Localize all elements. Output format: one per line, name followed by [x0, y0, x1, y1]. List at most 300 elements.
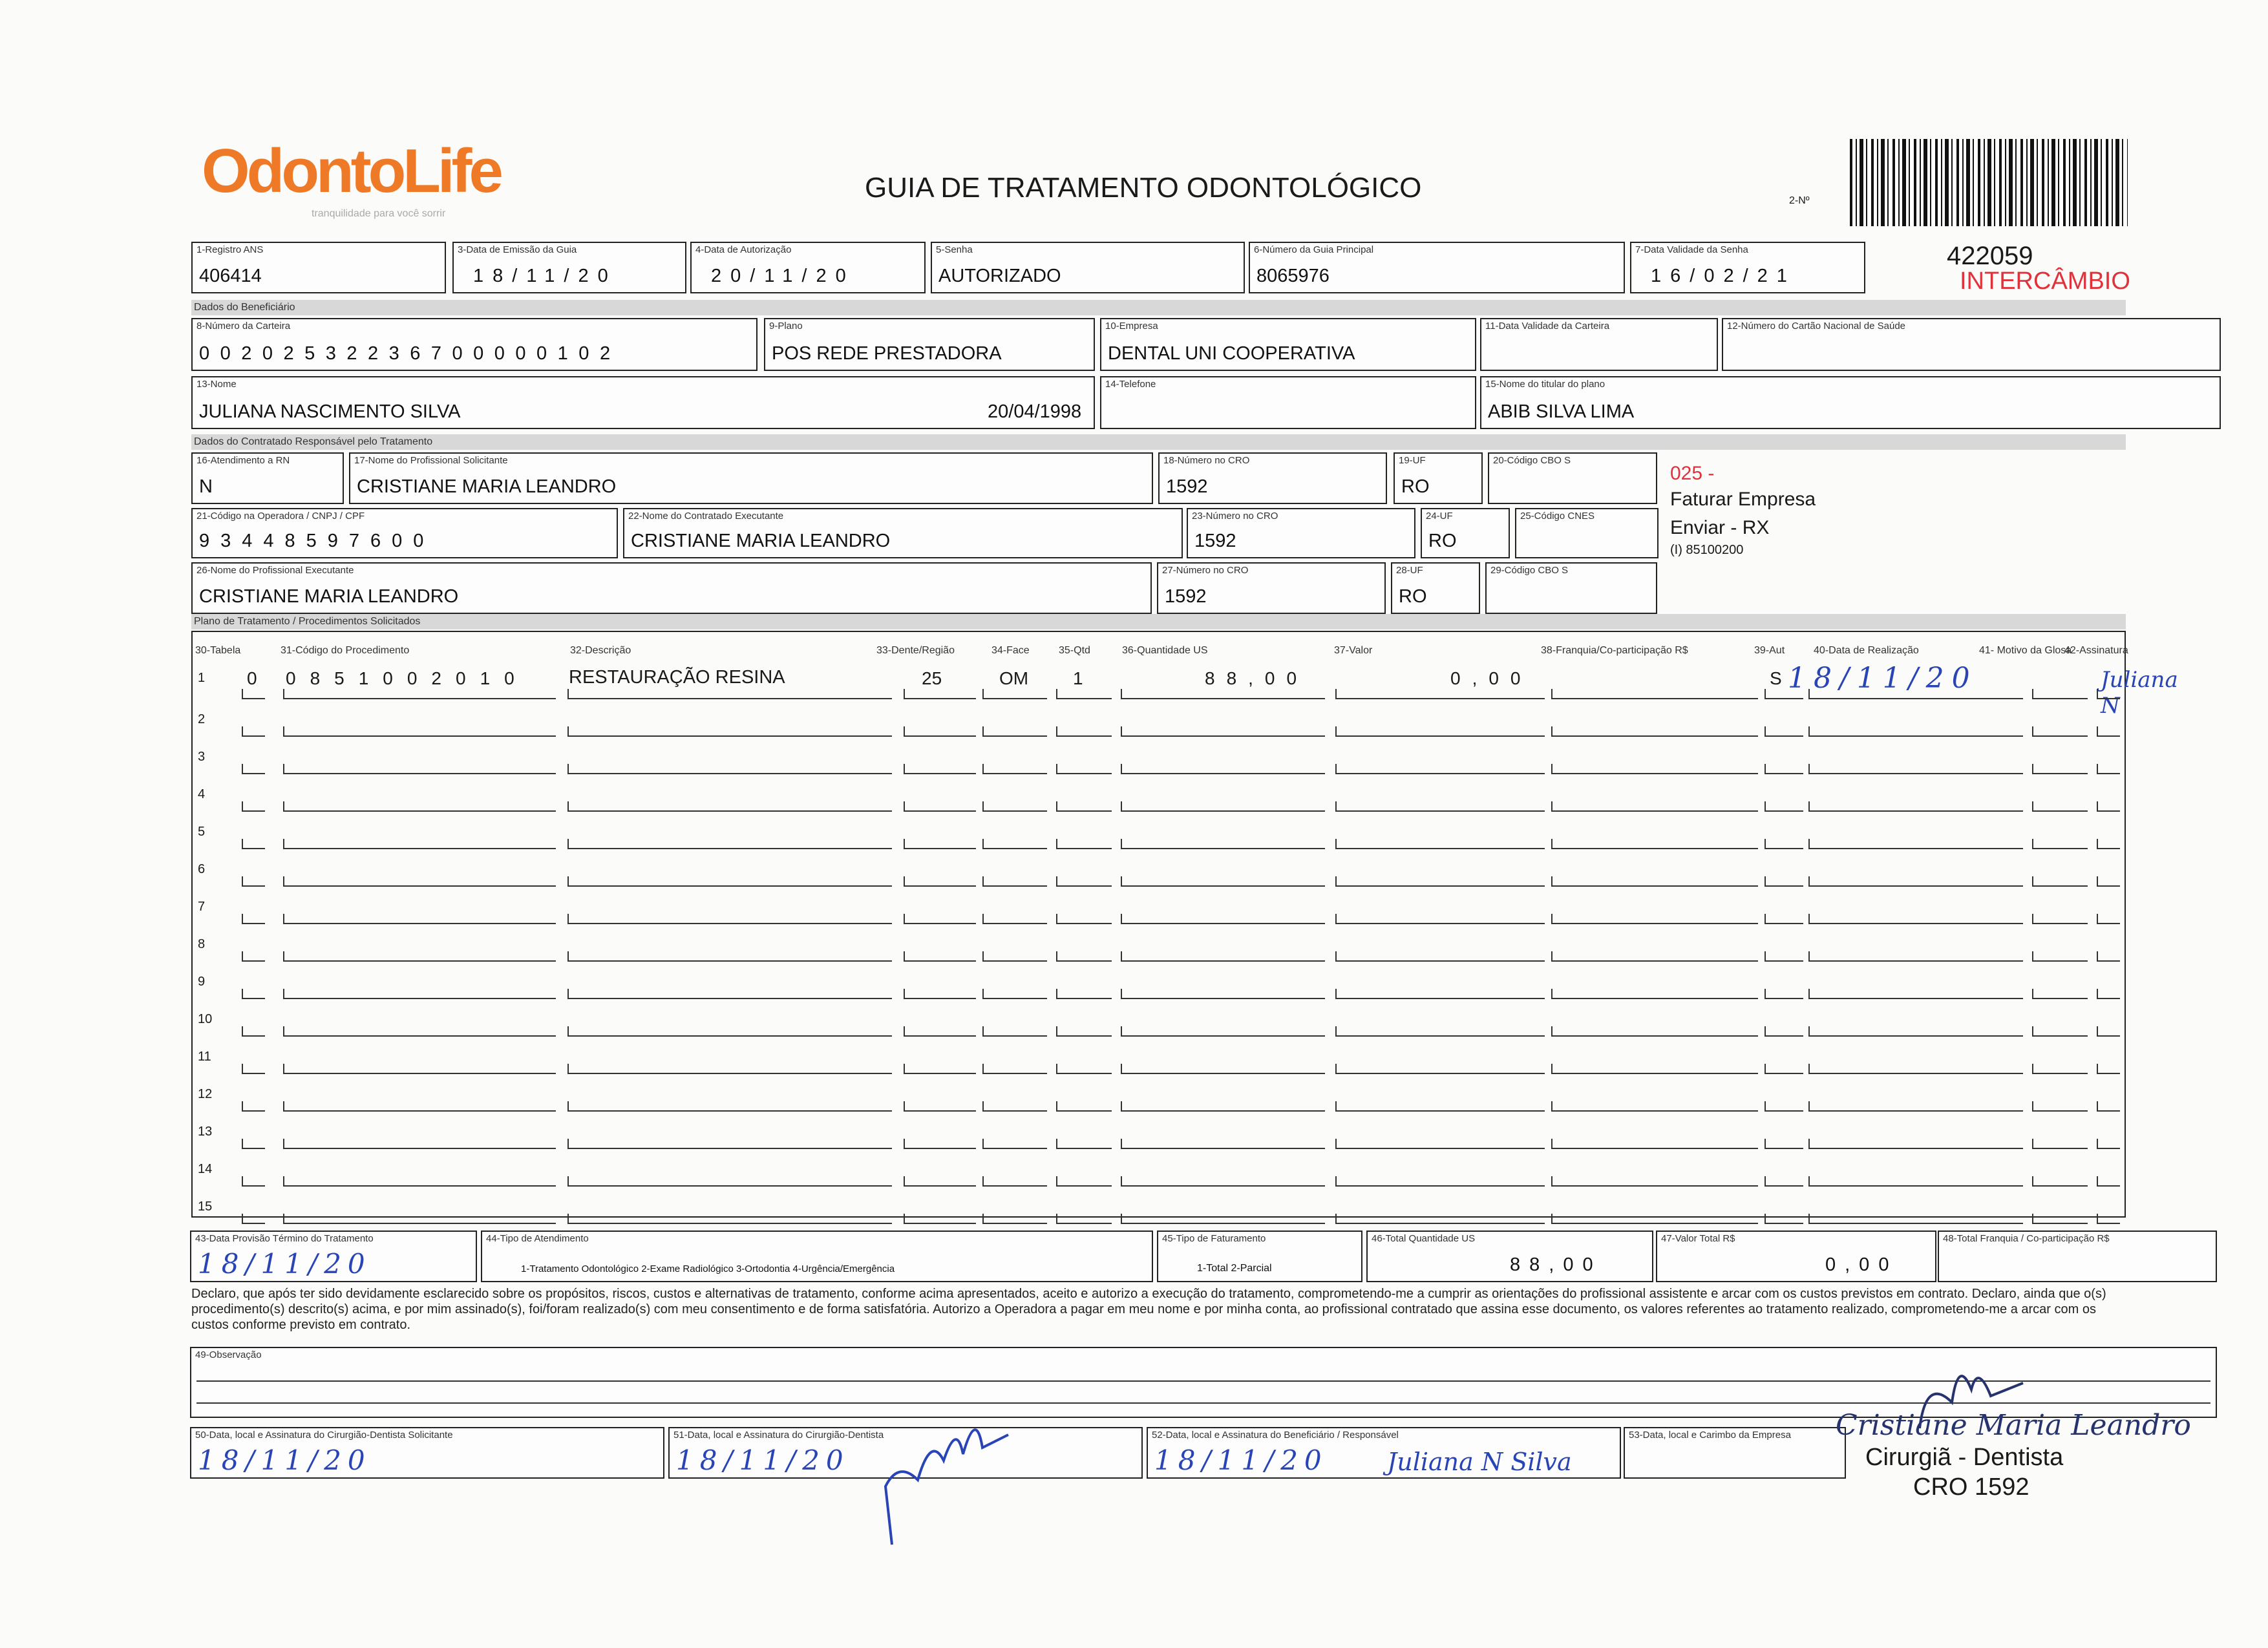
- field-carimbo-empresa[interactable]: [1624, 1427, 1846, 1479]
- cell-underline: [1551, 1139, 1758, 1149]
- cell-underline: [1551, 1176, 1758, 1187]
- col-franquia: 38-Franquia/Co-participação R$: [1541, 645, 1688, 656]
- cell-underline: [1121, 801, 1325, 812]
- row-number: 10: [198, 1012, 213, 1026]
- table-row[interactable]: [193, 1042, 2125, 1079]
- field-contratado-executante[interactable]: [623, 508, 1183, 558]
- field-numero-carteira[interactable]: [191, 318, 758, 371]
- field-tipo-faturamento[interactable]: [1157, 1231, 1362, 1282]
- cell-underline: [1335, 801, 1545, 812]
- cell-underline: [567, 726, 892, 737]
- table-row[interactable]: [193, 704, 2125, 742]
- field-assinatura-solicitante[interactable]: [190, 1427, 664, 1479]
- field-value: 18/11/20: [473, 266, 617, 286]
- side-note-code: (I) 85100200: [1670, 543, 1744, 557]
- col-qtd-us: 36-Quantidade US: [1122, 645, 1208, 656]
- cell-underline: [904, 951, 976, 962]
- cell-underline: [1808, 1101, 2023, 1112]
- field-label: 14-Telefone: [1105, 379, 1156, 390]
- field-data-previsao[interactable]: [190, 1231, 477, 1282]
- cell-underline: [1056, 801, 1112, 812]
- field-value: 18/11/20: [198, 1444, 372, 1476]
- cell-aut[interactable]: S: [1770, 668, 1782, 688]
- guia-number-label: 2-Nº: [1789, 195, 1810, 206]
- field-label: 51-Data, local e Assinatura do Cirurgião-Dentista: [673, 1430, 884, 1441]
- cell-underline: [1551, 989, 1758, 999]
- cell-underline: [2032, 876, 2088, 887]
- cell-underline: [283, 764, 556, 774]
- table-row[interactable]: [193, 1117, 2125, 1154]
- field-label: 25-Código CNES: [1520, 511, 1595, 522]
- cell-underline: [904, 914, 976, 924]
- odontolife-logo: [202, 136, 500, 219]
- cell-underline: [982, 914, 1047, 924]
- cell-underline: [1335, 951, 1545, 962]
- cell-underline: [1056, 1026, 1112, 1037]
- cell-underline: [1121, 726, 1325, 737]
- cell-underline: [242, 989, 265, 999]
- cell-underline: [1765, 839, 1803, 849]
- cell-underline: [982, 1139, 1047, 1149]
- cell-underline: [1765, 801, 1803, 812]
- field-value: CRISTIANE MARIA LEANDRO: [357, 476, 617, 497]
- field-plano[interactable]: [764, 318, 1095, 371]
- cell-underline: [982, 1176, 1047, 1187]
- cell-underline: [904, 726, 976, 737]
- cell-underline: [904, 689, 976, 699]
- side-code: 025 -: [1670, 463, 1715, 484]
- field-label: 3-Data de Emissão da Guia: [458, 244, 577, 255]
- field-label: 29-Código CBO S: [1490, 565, 1569, 576]
- guia-number: 422059: [1947, 242, 2033, 270]
- cell-underline: [1335, 839, 1545, 849]
- field-titular-plano[interactable]: [1480, 376, 2221, 429]
- field-options: 1-Total 2-Parcial: [1197, 1263, 1272, 1274]
- cell-underline: [1121, 989, 1325, 999]
- cell-descricao[interactable]: RESTAURAÇÃO RESINA: [569, 667, 785, 688]
- field-cbo-solicitante[interactable]: [1488, 452, 1657, 504]
- cell-underline: [1121, 1064, 1325, 1074]
- cell-underline: [1765, 1176, 1803, 1187]
- cell-underline: [242, 689, 265, 699]
- table-row[interactable]: [193, 779, 2125, 817]
- cell-underline: [1551, 839, 1758, 849]
- cell-underline: [1765, 689, 1803, 699]
- table-row[interactable]: [193, 929, 2125, 967]
- field-telefone[interactable]: [1100, 376, 1476, 429]
- table-row[interactable]: [193, 854, 2125, 892]
- cell-underline: [1056, 914, 1112, 924]
- field-label: 9-Plano: [769, 321, 803, 332]
- stamp-cro: CRO 1592: [1913, 1474, 2030, 1501]
- field-label: 23-Número no CRO: [1192, 511, 1278, 522]
- cell-underline: [283, 1214, 556, 1224]
- cell-underline: [1056, 726, 1112, 737]
- cell-underline: [2097, 951, 2120, 962]
- cell-underline: [1808, 689, 2023, 699]
- stamp-role: Cirurgiã - Dentista: [1865, 1444, 2064, 1471]
- cell-underline: [904, 876, 976, 887]
- field-value: 18/11/20: [1154, 1444, 1328, 1476]
- col-valor: 37-Valor: [1334, 645, 1373, 656]
- cell-underline: [1765, 1064, 1803, 1074]
- field-cnes[interactable]: [1515, 508, 1659, 558]
- cell-underline: [2097, 1214, 2120, 1224]
- field-value: N: [199, 476, 213, 497]
- field-label: 47-Valor Total R$: [1661, 1233, 1735, 1244]
- field-value: AUTORIZADO: [938, 266, 1061, 286]
- field-nome[interactable]: [191, 376, 1095, 429]
- field-validade-senha[interactable]: [1630, 242, 1865, 293]
- field-label: 24-UF: [1426, 511, 1453, 522]
- cell-underline: [904, 1026, 976, 1037]
- cell-qtd[interactable]: 1: [1073, 668, 1083, 688]
- field-cbo-executante[interactable]: [1485, 562, 1657, 614]
- cell-qtd-us[interactable]: 88,00: [1205, 668, 1309, 688]
- cell-underline: [567, 876, 892, 887]
- cell-underline: [1551, 876, 1758, 887]
- cell-underline: [242, 1064, 265, 1074]
- cell-underline: [1765, 1214, 1803, 1224]
- observacao-line: [196, 1402, 2210, 1404]
- cell-underline: [1335, 1176, 1545, 1187]
- cell-underline: [2097, 801, 2120, 812]
- field-value: 1592: [1165, 586, 1207, 607]
- cell-underline: [904, 801, 976, 812]
- cell-underline: [982, 839, 1047, 849]
- cell-underline: [2097, 1026, 2120, 1037]
- row-number: 11: [198, 1050, 211, 1064]
- row-number: 4: [198, 787, 206, 801]
- table-row[interactable]: [193, 667, 2125, 704]
- field-label: 22-Nome do Contratado Executante: [628, 511, 784, 522]
- section-beneficiario: Dados do Beneficiário: [191, 300, 2126, 315]
- field-label: 50-Data, local e Assinatura do Cirurgião-Dentista Solicitante: [195, 1430, 453, 1441]
- field-cro-solicitante[interactable]: [1158, 452, 1387, 504]
- cell-underline: [2097, 914, 2120, 924]
- cell-underline: [2032, 1176, 2088, 1187]
- field-value: ABIB SILVA LIMA: [1488, 401, 1635, 422]
- field-empresa[interactable]: [1100, 318, 1476, 371]
- cell-underline: [1335, 1214, 1545, 1224]
- cell-underline: [982, 951, 1047, 962]
- field-value: 16/02/21: [1651, 266, 1796, 286]
- field-tipo-atendimento[interactable]: [481, 1231, 1153, 1282]
- cell-underline: [242, 839, 265, 849]
- cell-data-realizacao[interactable]: 18/11/20: [1788, 662, 1978, 695]
- field-cartao-nacional-saude[interactable]: [1722, 318, 2221, 371]
- logo-tagline: tranquilidade para você sorrir: [312, 208, 446, 219]
- cell-underline: [904, 1214, 976, 1224]
- barcode: [1850, 139, 2128, 226]
- table-row[interactable]: [193, 1004, 2125, 1042]
- cell-underline: [283, 1026, 556, 1037]
- cell-underline: [567, 914, 892, 924]
- cell-face[interactable]: OM: [999, 668, 1029, 688]
- table-row[interactable]: [193, 967, 2125, 1004]
- row-number: 9: [198, 975, 206, 989]
- cell-underline: [1121, 839, 1325, 849]
- declaration-text: Declaro, que após ter sido devidamente esclarecido sobre os propósitos, riscos, custos e alternativas de tratamento, conforme acima apresentados, aceito e autorizo a execução do tratamento, comprometendo-me a cumprir as orientações do profissional assistente e arcar com os custos previstos em contrato. Declaro, ainda que o(s) procedimento(s) descrito(s) acima, e por mim assinado(s), foi/foram realizado(s) com meu consentimento e de forma satisfatória. Autorizo a Operadora a pagar em meu nome e por minha conta, ao profissional contratado que assina esse documento, os valores referentes ao tratamento realizado, comprometendo-me a arcar com os custos conforme previsto em contrato.: [191, 1287, 2106, 1332]
- cell-underline: [982, 1214, 1047, 1224]
- field-data-autorizacao[interactable]: [690, 242, 926, 293]
- cell-underline: [1808, 989, 2023, 999]
- cell-underline: [1121, 764, 1325, 774]
- cell-underline: [1121, 1139, 1325, 1149]
- cell-underline: [2032, 1064, 2088, 1074]
- field-value: 0,00: [1825, 1254, 1898, 1275]
- col-dente: 33-Dente/Região: [876, 645, 955, 656]
- col-face: 34-Face: [991, 645, 1030, 656]
- field-value: 1592: [1166, 476, 1208, 497]
- cell-underline: [904, 1139, 976, 1149]
- procedures-table: [191, 631, 2178, 1218]
- cell-underline: [567, 689, 892, 699]
- field-uf-contratado[interactable]: [1421, 508, 1510, 558]
- cell-underline: [1121, 951, 1325, 962]
- page-title: GUIA DE TRATAMENTO ODONTOLÓGICO: [865, 172, 1422, 204]
- field-value: RO: [1401, 476, 1430, 497]
- row-number: 7: [198, 900, 206, 914]
- cell-underline: [567, 1176, 892, 1187]
- table-row[interactable]: [193, 1192, 2125, 1229]
- cell-underline: [1551, 1064, 1758, 1074]
- cell-underline: [1056, 764, 1112, 774]
- field-registro-ans[interactable]: [191, 242, 446, 293]
- field-value: CRISTIANE MARIA LEANDRO: [631, 531, 891, 551]
- field-label: 16-Atendimento a RN: [196, 455, 290, 466]
- cell-underline: [242, 1026, 265, 1037]
- cell-underline: [2032, 1139, 2088, 1149]
- cell-underline: [1335, 1064, 1545, 1074]
- field-total-qtd-us[interactable]: [1366, 1231, 1653, 1282]
- field-value: JULIANA NASCIMENTO SILVA: [199, 401, 461, 422]
- cell-underline: [2032, 1101, 2088, 1112]
- cell-underline: [1056, 951, 1112, 962]
- field-value: POS REDE PRESTADORA: [772, 343, 1002, 364]
- cell-underline: [1551, 801, 1758, 812]
- cell-underline: [567, 801, 892, 812]
- cell-underline: [1056, 876, 1112, 887]
- cell-underline: [1765, 989, 1803, 999]
- field-label: 18-Número no CRO: [1163, 455, 1250, 466]
- cell-underline: [2097, 1064, 2120, 1074]
- side-note-enviar: Enviar - RX: [1670, 517, 1770, 538]
- field-valor-total[interactable]: [1656, 1231, 1936, 1282]
- field-label: 13-Nome: [196, 379, 237, 390]
- cell-underline: [283, 1176, 556, 1187]
- col-data: 40-Data de Realização: [1814, 645, 1919, 656]
- cell-underline: [567, 1101, 892, 1112]
- cell-underline: [904, 839, 976, 849]
- field-total-franquia[interactable]: [1938, 1231, 2217, 1282]
- cell-underline: [1551, 914, 1758, 924]
- cell-underline: [1765, 914, 1803, 924]
- cell-underline: [1335, 989, 1545, 999]
- cell-underline: [242, 1176, 265, 1187]
- field-value: 18/11/20: [198, 1248, 372, 1280]
- field-label: 1-Registro ANS: [196, 244, 264, 255]
- field-profissional-solicitante[interactable]: [349, 452, 1153, 504]
- cell-underline: [982, 1064, 1047, 1074]
- field-value: CRISTIANE MARIA LEANDRO: [199, 586, 459, 607]
- field-cro-executante[interactable]: [1157, 562, 1386, 614]
- field-label: 20-Código CBO S: [1493, 455, 1571, 466]
- cell-underline: [1121, 1214, 1325, 1224]
- observacao-line: [196, 1380, 2210, 1382]
- cell-underline: [1765, 764, 1803, 774]
- field-cnpj-cpf[interactable]: [191, 508, 618, 558]
- col-descricao: 32-Descrição: [570, 645, 631, 656]
- cell-underline: [1808, 764, 2023, 774]
- cell-underline: [1335, 914, 1545, 924]
- field-value: DENTAL UNI COOPERATIVA: [1108, 343, 1355, 364]
- field-label: 8-Número da Carteira: [196, 321, 291, 332]
- cell-underline: [982, 801, 1047, 812]
- cell-underline: [283, 914, 556, 924]
- cell-underline: [1056, 689, 1112, 699]
- field-value: 8065976: [1256, 266, 1330, 286]
- cell-underline: [1808, 1139, 2023, 1149]
- col-assinatura: 42-Assinatura: [2064, 645, 2128, 656]
- cell-underline: [982, 764, 1047, 774]
- field-guia-principal[interactable]: [1249, 242, 1625, 293]
- field-uf-executante[interactable]: [1391, 562, 1480, 614]
- field-profissional-executante[interactable]: [191, 562, 1152, 614]
- cell-underline: [567, 764, 892, 774]
- field-cro-contratado[interactable]: [1187, 508, 1415, 558]
- cell-underline: [283, 1064, 556, 1074]
- col-motivo-glosa: 41- Motivo da Glosa: [1979, 645, 2072, 656]
- field-options: 1-Tratamento Odontológico 2-Exame Radiológico 3-Ortodontia 4-Urgência/Emergência: [521, 1263, 895, 1274]
- cell-dente[interactable]: 25: [922, 668, 942, 688]
- cell-underline: [283, 689, 556, 699]
- row-number: 2: [198, 712, 206, 726]
- cell-underline: [2032, 801, 2088, 812]
- cell-underline: [1808, 1176, 2023, 1187]
- cell-underline: [1056, 1139, 1112, 1149]
- cell-underline: [1335, 689, 1545, 699]
- cell-codigo[interactable]: 0851002010: [286, 668, 529, 688]
- cell-underline: [2097, 839, 2120, 849]
- row-number: 8: [198, 937, 206, 951]
- table-row[interactable]: [193, 1079, 2125, 1117]
- cell-underline: [2032, 951, 2088, 962]
- cell-underline: [1335, 726, 1545, 737]
- cell-underline: [242, 876, 265, 887]
- cell-underline: [904, 989, 976, 999]
- field-atendimento-rn[interactable]: [191, 452, 344, 504]
- cell-underline: [2097, 726, 2120, 737]
- field-label: 19-UF: [1399, 455, 1426, 466]
- cell-underline: [242, 1214, 265, 1224]
- cell-valor[interactable]: 0,00: [1450, 668, 1532, 688]
- cell-underline: [1121, 1176, 1325, 1187]
- cell-underline: [1808, 839, 2023, 849]
- cell-underline: [2032, 839, 2088, 849]
- cell-underline: [283, 1139, 556, 1149]
- cell-underline: [283, 989, 556, 999]
- field-label: 21-Código na Operadora / CNPJ / CPF: [196, 511, 365, 522]
- col-codigo: 31-Código do Procedimento: [281, 645, 410, 656]
- cell-underline: [1808, 1214, 2023, 1224]
- intercambio-label: INTERCÂMBIO: [1960, 268, 2130, 295]
- cell-underline: [982, 689, 1047, 699]
- cell-underline: [1335, 1101, 1545, 1112]
- field-label: 12-Número do Cartão Nacional de Saúde: [1727, 321, 1905, 332]
- dentist-signature-2: [1913, 1351, 2030, 1441]
- cell-underline: [1056, 1214, 1112, 1224]
- field-assinatura-beneficiario[interactable]: [1147, 1427, 1621, 1479]
- cell-underline: [1056, 839, 1112, 849]
- row-number: 14: [198, 1162, 213, 1176]
- cell-underline: [1808, 876, 2023, 887]
- field-senha[interactable]: [931, 242, 1245, 293]
- cell-underline: [283, 801, 556, 812]
- table-row[interactable]: [193, 892, 2125, 929]
- cell-underline: [982, 726, 1047, 737]
- cell-underline: [2097, 1101, 2120, 1112]
- field-label: 44-Tipo de Atendimento: [486, 1233, 589, 1244]
- cell-tabela[interactable]: 0: [247, 668, 257, 688]
- cell-underline: [1808, 726, 2023, 737]
- field-uf-solicitante[interactable]: [1394, 452, 1483, 504]
- section-plano: Plano de Tratamento / Procedimentos Solicitados: [191, 614, 2126, 629]
- table-row[interactable]: [193, 1154, 2125, 1192]
- cell-underline: [242, 951, 265, 962]
- cell-underline: [904, 1064, 976, 1074]
- cell-underline: [567, 1064, 892, 1074]
- field-value: 88,00: [1510, 1254, 1602, 1275]
- field-value: RO: [1428, 531, 1457, 551]
- field-validade-carteira[interactable]: [1480, 318, 1718, 371]
- row-number: 5: [198, 825, 206, 839]
- field-label: 17-Nome do Profissional Solicitante: [354, 455, 508, 466]
- field-value: RO: [1399, 586, 1427, 607]
- field-value: 20/11/20: [711, 266, 855, 286]
- cell-underline: [2032, 989, 2088, 999]
- field-label: 10-Empresa: [1105, 321, 1158, 332]
- cell-underline: [904, 1101, 976, 1112]
- cell-underline: [242, 1101, 265, 1112]
- cell-underline: [1808, 951, 2023, 962]
- cell-underline: [1551, 1101, 1758, 1112]
- cell-underline: [242, 726, 265, 737]
- cell-underline: [1551, 764, 1758, 774]
- cell-underline: [1765, 951, 1803, 962]
- field-label: 49-Observação: [195, 1349, 262, 1360]
- field-data-emissao[interactable]: [452, 242, 686, 293]
- table-row[interactable]: [193, 817, 2125, 854]
- cell-underline: [1765, 1101, 1803, 1112]
- cell-underline: [1765, 1026, 1803, 1037]
- cell-underline: [1808, 1026, 2023, 1037]
- cell-underline: [1808, 1064, 2023, 1074]
- cell-assinatura[interactable]: Juliana N: [2101, 667, 2178, 719]
- field-label: 27-Número no CRO: [1162, 565, 1249, 576]
- cell-underline: [283, 726, 556, 737]
- cell-underline: [1056, 1064, 1112, 1074]
- cell-underline: [982, 1026, 1047, 1037]
- col-aut: 39-Aut: [1754, 645, 1785, 656]
- table-row[interactable]: [193, 742, 2125, 779]
- cell-underline: [242, 1139, 265, 1149]
- cell-underline: [2097, 989, 2120, 999]
- cell-underline: [2032, 764, 2088, 774]
- row-number: 12: [198, 1087, 213, 1101]
- cell-underline: [2097, 689, 2120, 699]
- cell-underline: [567, 1026, 892, 1037]
